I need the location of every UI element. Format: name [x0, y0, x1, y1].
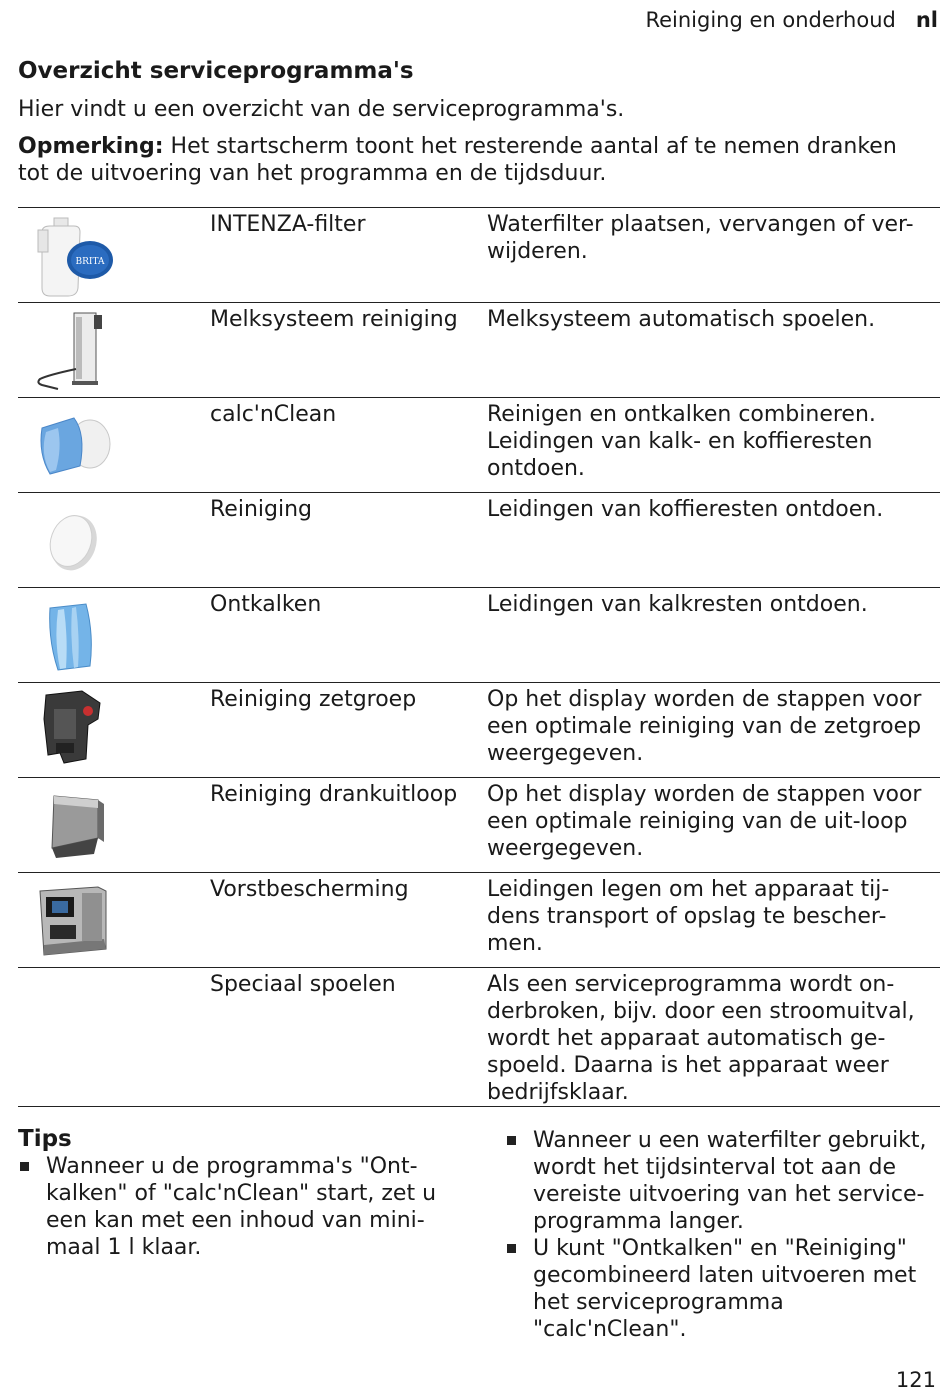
table-row	[18, 588, 940, 683]
note-text: Het startscherm toont het resterende aantal af te nemen dranken tot de uitvoering van het programma en de tijdsduur.	[18, 134, 897, 186]
brewing-unit-icon	[18, 683, 210, 777]
intro-text: Hier vindt u een overzicht van de serviceprogramma's.	[18, 97, 625, 122]
section-title: Reiniging en onderhoud	[645, 8, 896, 32]
running-header	[645, 8, 938, 32]
program-name: Reiniging zetgroep	[210, 683, 487, 778]
table-row	[18, 208, 940, 303]
program-name: INTENZA-filter	[210, 208, 487, 303]
beverage-outlet-icon	[18, 778, 210, 872]
program-name: Reiniging drankuitloop	[210, 778, 487, 873]
tips-title: Tips	[18, 1126, 72, 1152]
program-description: Melksysteem automatisch spoelen.	[487, 303, 940, 398]
table-row	[18, 778, 940, 873]
program-name: calc'nClean	[210, 398, 487, 493]
milk-system-icon	[18, 303, 210, 397]
tip-item: Wanneer u een waterfilter gebruikt, wordt het tijdsinterval tot aan de vereiste uitvoering van het service-programma langer.	[505, 1127, 940, 1235]
program-description: Reinigen en ontkalken combineren. Leidingen van kalk- en koffieresten ontdoen.	[487, 398, 940, 493]
program-description: Leidingen van koffieresten ontdoen.	[487, 493, 940, 588]
program-name: Reiniging	[210, 493, 487, 588]
table-row	[18, 303, 940, 398]
page-number: 121	[895, 1368, 936, 1392]
program-description: Als een serviceprogramma wordt on-derbroken, bijv. door een stroomuitval, wordt het apparaat automatisch ge-spoeld. Daarna is het apparaat weer bedrijfsklaar.	[487, 968, 940, 1107]
program-description: Waterfilter plaatsen, vervangen of ver-wijderen.	[487, 208, 940, 303]
page-title: Overzicht serviceprogramma's	[18, 58, 414, 84]
program-name: Speciaal spoelen	[210, 968, 487, 1107]
tips-section-continued	[505, 1127, 940, 1343]
program-name: Ontkalken	[210, 588, 487, 683]
table-row	[18, 683, 940, 778]
table-row	[18, 398, 940, 493]
tip-item: Wanneer u de programma's "Ont-kalken" of "calc'nClean" start, zet u een kan met een inhoud van mini-maal 1 l klaar.	[18, 1153, 463, 1261]
table-row	[18, 493, 940, 588]
tip-item: U kunt "Ontkalken" en "Reiniging" gecombineerd laten uitvoeren met het serviceprogramma "calc'nClean".	[505, 1235, 940, 1343]
table-row	[18, 968, 940, 1107]
program-name: Melksysteem reiniging	[210, 303, 487, 398]
language-code: nl	[915, 8, 938, 32]
service-programs-table	[18, 207, 940, 1107]
tips-section	[18, 1125, 463, 1261]
table-row	[18, 873, 940, 968]
descaling-tablet-icon	[18, 588, 210, 682]
cleaning-tablet-icon	[18, 493, 210, 587]
calcnclean-tablet-icon	[18, 398, 210, 492]
program-name: Vorstbescherming	[210, 873, 487, 968]
svg-text:BRITA: BRITA	[75, 257, 105, 267]
program-description: Op het display worden de stappen voor een optimale reiniging van de zetgroep weergegeven.	[487, 683, 940, 778]
note-paragraph	[18, 133, 933, 187]
brita-filter-icon	[18, 208, 210, 302]
program-description: Leidingen legen om het apparaat tij-dens transport of opslag te bescher-men.	[487, 873, 940, 968]
program-description: Leidingen van kalkresten ontdoen.	[487, 588, 940, 683]
coffee-machine-icon	[18, 873, 210, 967]
note-label: Opmerking:	[18, 134, 164, 159]
program-description: Op het display worden de stappen voor een optimale reiniging van de uit-loop weergegeven.	[487, 778, 940, 873]
